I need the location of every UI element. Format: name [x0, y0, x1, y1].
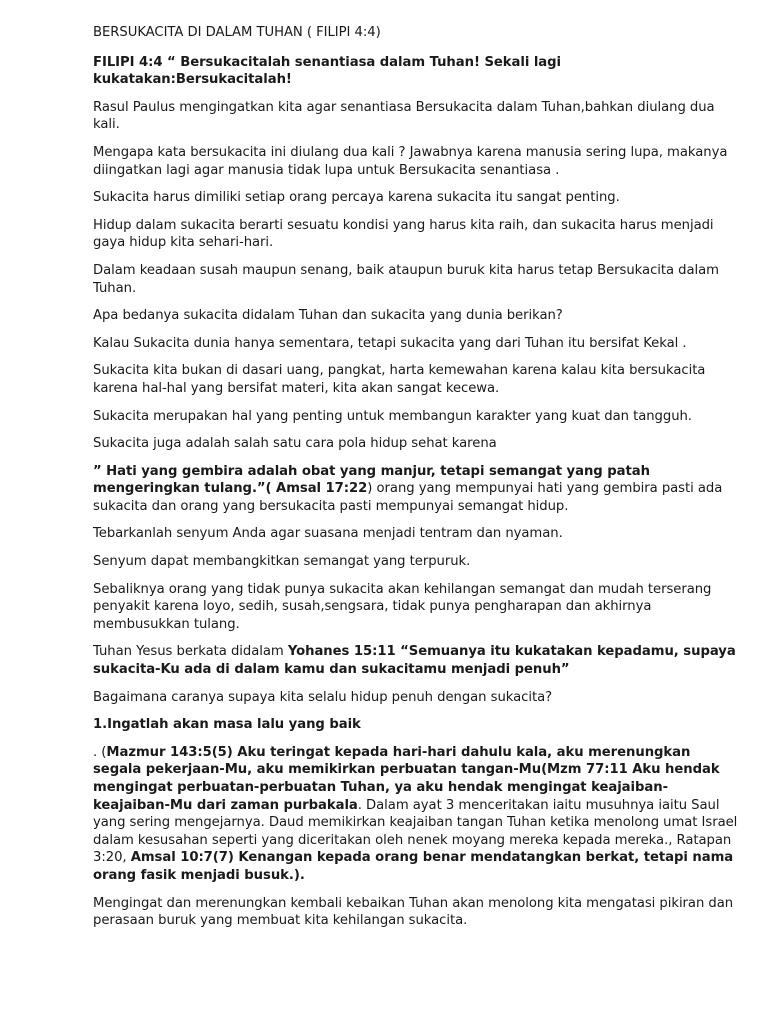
paragraph-16-lead: Tuhan Yesus berkata didalam	[93, 644, 288, 660]
amsal-quote: ” Hati yang gembira adalah obat yang manjur, tetapi semangat yang patah mengeringkan tulang.”( Amsal 17:22	[93, 463, 650, 497]
paragraph-6: Dalam keadaan susah maupun senang, baik ataupun buruk kita harus tetap Bersukacita dalam Tuhan.	[93, 262, 719, 296]
section-heading-1	[93, 716, 743, 734]
paragraph-2: Rasul Paulus mengingatkan kita agar senantiasa Bersukacita dalam Tuhan,bahkan diulang dua kali.	[93, 99, 715, 133]
verse-text: FILIPI 4:4 “ Bersukacitalah senantiasa dalam Tuhan! Sekali lagi kukatakan:Bersukacitalah!	[93, 54, 562, 88]
amsal-10-quote: Amsal 10:7(7) Kenangan kepada orang benar mendatangkan berkat, tetapi nama orang fasik menjadi busuk.).	[93, 850, 734, 883]
paragraph-9: Sukacita kita bukan di dasari uang, pangkat, harta kemewahan karena kalau kita bersukacita karena hal-hal yang bersifat materi, kita akan sangat kecewa.	[93, 363, 706, 396]
paragraph-5: Hidup dalam sukacita berarti sesuatu kondisi yang harus kita raih, dan sukacita harus menjadi gaya hidup kita sehari-hari.	[93, 217, 714, 251]
document-title: BERSUKACITA DI DALAM TUHAN ( FILIPI 4:4)	[93, 25, 381, 40]
mazmur-quote: Mazmur 143:5(5) Aku teringat kepada hari-hari dahulu kala, aku merenungkan segala pekerjaan-Mu, aku memikirkan perbuatan tangan-Mu(Mzm 77:11 Aku hendak mengingat perbuatan-perbuatan Tuhan, ya aku hendak mengingat keajaiban-keajaiban-Mu dari zaman purbakala	[93, 744, 720, 813]
paragraph-16	[93, 643, 743, 678]
yohanes-quote: Yohanes 15:11 “Semuanya itu kukatakan kepadamu, supaya sukacita-Ku ada di dalam kamu dan sukacitamu menjadi penuh”	[93, 644, 736, 678]
paragraph-10: Sukacita merupakan hal yang penting untuk membangun karakter yang kuat dan tangguh.	[93, 408, 692, 424]
paragraph-19-lead: . (	[93, 744, 107, 760]
paragraph-8: Kalau Sukacita dunia hanya sementara, tetapi sukacita yang dari Tuhan itu bersifat Kekal .	[93, 335, 687, 351]
paragraph-13: Tebarkanlah senyum Anda agar suasana menjadi tentram dan nyaman.	[93, 526, 563, 542]
heading-text: 1.Ingatlah akan masa lalu yang baik	[93, 717, 361, 733]
paragraph-12	[93, 463, 743, 516]
paragraph-11: Sukacita juga adalah salah satu cara pola hidup sehat karena	[93, 436, 497, 452]
paragraph-3: Mengapa kata bersukacita ini diulang dua kali ? Jawabnya karena manusia sering lupa, makanya diingatkan lagi agar manusia tidak lupa untuk Bersukacita senantiasa .	[93, 144, 728, 178]
document-page	[93, 24, 743, 940]
paragraph-19-mid: . Dalam ayat 3 menceritakan iaitu musuhnya iaitu Saul yang sering mengejarnya. Daud memikirkan keajaiban tangan Tuhan ketika menolong umat Israel dalam kesusahan seperti yang diceritakan oleh nenek moyang mereka kepada mereka., Ratapan 3:20,	[93, 797, 738, 866]
paragraph-12-rest: ) orang yang mempunyai hati yang gembira pasti ada sukacita dan orang yang bersukacita pasti mempunyai semangat hidup.	[93, 481, 723, 514]
paragraph-19	[93, 744, 743, 885]
paragraph-20: Mengingat dan merenungkan kembali kebaikan Tuhan akan menolong kita mengatasi pikiran dan perasaan buruk yang membuat kita kehilangan sukacita.	[93, 895, 734, 929]
paragraph-verse	[93, 54, 743, 89]
paragraph-14: Senyum dapat membangkitkan semangat yang terpuruk.	[93, 554, 471, 570]
paragraph-4: Sukacita harus dimiliki setiap orang percaya karena sukacita itu sangat penting.	[93, 190, 620, 206]
paragraph-15: Sebaliknya orang yang tidak punya sukacita akan kehilangan semangat dan mudah terserang penyakit karena loyo, sedih, susah,sengsara, tidak punya pengharapan dan akhirnya membusukkan tulang.	[93, 581, 712, 632]
paragraph-17: Bagaimana caranya supaya kita selalu hidup penuh dengan sukacita?	[93, 689, 553, 705]
paragraph-7: Apa bedanya sukacita didalam Tuhan dan sukacita yang dunia berikan?	[93, 308, 563, 324]
